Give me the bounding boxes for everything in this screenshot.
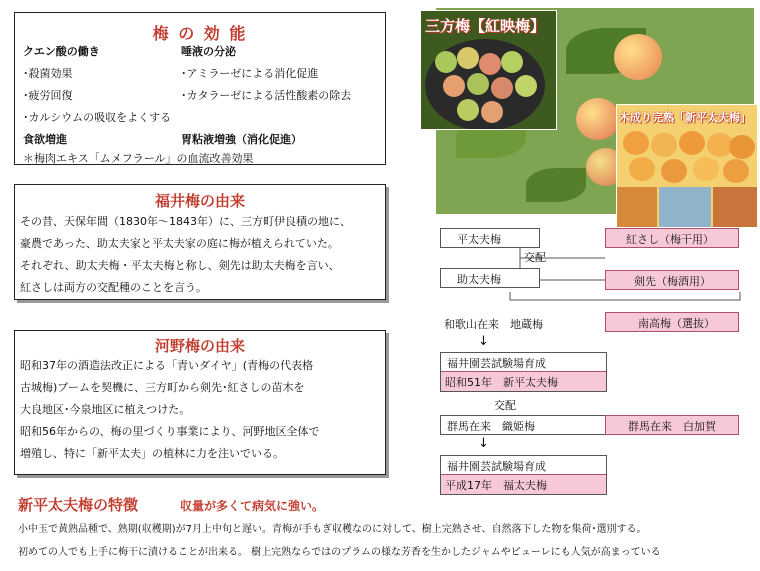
result-row-2: 平成17年 福太夫梅: [441, 474, 606, 494]
gunma-shirakaga-label: 群馬在来 白加賀: [628, 420, 716, 433]
benefit-left-3: ･疲労回復: [23, 89, 73, 102]
benefits-title: 梅 の 効 能: [152, 24, 248, 43]
kono-line-3: 大良地区･今泉地区に植えつけた。: [20, 403, 191, 416]
sukedayu-label: 助太夫梅: [457, 273, 501, 286]
benefit-right-1: 唾液の分泌: [181, 45, 236, 58]
shinheitayu-plum-label: 木成り完熟「新平太夫梅」: [619, 111, 751, 124]
mikata-plum-label: 三方梅【紅映梅】: [425, 17, 546, 35]
nanko-label: 南高梅（選抜）: [638, 317, 715, 330]
gunma-orihime-node: [440, 415, 607, 435]
kono-origin-box: [14, 330, 386, 475]
benefit-left-4: ･カルシウムの吸収をよくする: [23, 111, 172, 124]
shinheitayu-line-1: 小中玉で黄熟品種で、熟期(収穫期)が7月上中旬と遅い。青梅が手もぎ収穫なのに対して、樹上完熟させ、自然落下した物を集荷･選別する。: [18, 524, 647, 535]
arrow-down-1: ↓: [478, 334, 489, 349]
benefit-left-5: 食欲増進: [23, 133, 67, 146]
arrow-down-2: ↓: [478, 436, 489, 451]
benefit-note: ＊梅肉エキス「ムメフラール」の血流改善効果: [23, 152, 254, 165]
benefit-right-3: ･カタラーゼによる活性酸素の除去: [181, 89, 352, 102]
shinheitayu-line-2: 初めての人でも上手に梅干に漬けることが出来る。 樹上完熟ならではのプラムの様な芳香を生かしたジャムやピューレにも人気が高まっている: [18, 547, 661, 558]
station-node-2: [440, 455, 607, 495]
shinheitayu-title: 新平太夫梅の特徴: [18, 496, 139, 514]
shinheitayu-plum-inset: [616, 104, 758, 228]
benisashi-label: 紅さし（梅干用）: [626, 233, 714, 246]
kono-origin-title: 河野梅の由来: [154, 337, 245, 355]
cross-label-2: 交配: [494, 399, 516, 412]
benefit-right-2: ･アミラーゼによる消化促進: [181, 67, 319, 80]
kono-line-1: 昭和37年の酒造法改正による「青いダイヤ」(青梅の代表格: [20, 359, 314, 372]
sukedayu-node: [440, 268, 540, 288]
fukui-line-1: その昔、天保年間（1830年～1843年）に、三方町伊良積の地に、: [20, 215, 351, 228]
benefit-left-1: クエン酸の働き: [23, 45, 100, 58]
cross-label-1: 交配: [524, 251, 546, 264]
benefit-right-5: 胃粘液増強（消化促進）: [181, 133, 302, 146]
shinheitayu-subtitle: 収量が多くて病気に強い。: [180, 499, 325, 513]
heitayu-label: 平太夫梅: [457, 233, 501, 246]
gunma-shirakaga-node: [605, 415, 739, 435]
benefit-left-2: ･殺菌効果: [23, 67, 73, 80]
fukui-line-4: 紅さしは両方の交配種のことを言う。: [20, 281, 207, 294]
kensaki-label: 剣先（梅酒用）: [634, 275, 711, 288]
kensaki-node: [605, 270, 739, 290]
benefits-box: [14, 12, 386, 165]
kono-line-2: 古城梅)ブームを契機に、三方町から剣先･紅さしの苗木を: [20, 381, 305, 394]
fukui-line-3: それぞれ、助太夫梅・平太夫梅と称し、剣先は助太夫梅を言い、: [20, 259, 340, 272]
kono-line-4: 昭和56年からの、梅の里づくり事業により、河野地区全体で: [20, 425, 320, 438]
benisashi-node: [605, 228, 739, 248]
gunma-orihime-label: 群馬在来 織姫梅: [447, 420, 535, 433]
station-node-1: [440, 352, 607, 392]
station-label-1: 福井園芸試験場育成: [447, 357, 546, 370]
heitayu-node: [440, 228, 540, 248]
fukui-origin-title: 福井梅の由来: [154, 192, 245, 210]
fukui-origin-box: [14, 184, 386, 300]
nanko-node: [605, 312, 739, 332]
station-label-2: 福井園芸試験場育成: [447, 460, 546, 473]
wakayama-label: 和歌山在来 地蔵梅: [444, 318, 543, 331]
fukui-line-2: 豪農であった、助太夫家と平太夫家の庭に梅が植えられていた。: [20, 237, 339, 250]
result-row-1: 昭和51年 新平太夫梅: [441, 371, 606, 391]
kono-line-5: 増殖し、特に「新平太夫」の植林に力を注いでいる。: [20, 447, 284, 460]
mikata-plum-inset: [420, 10, 557, 130]
